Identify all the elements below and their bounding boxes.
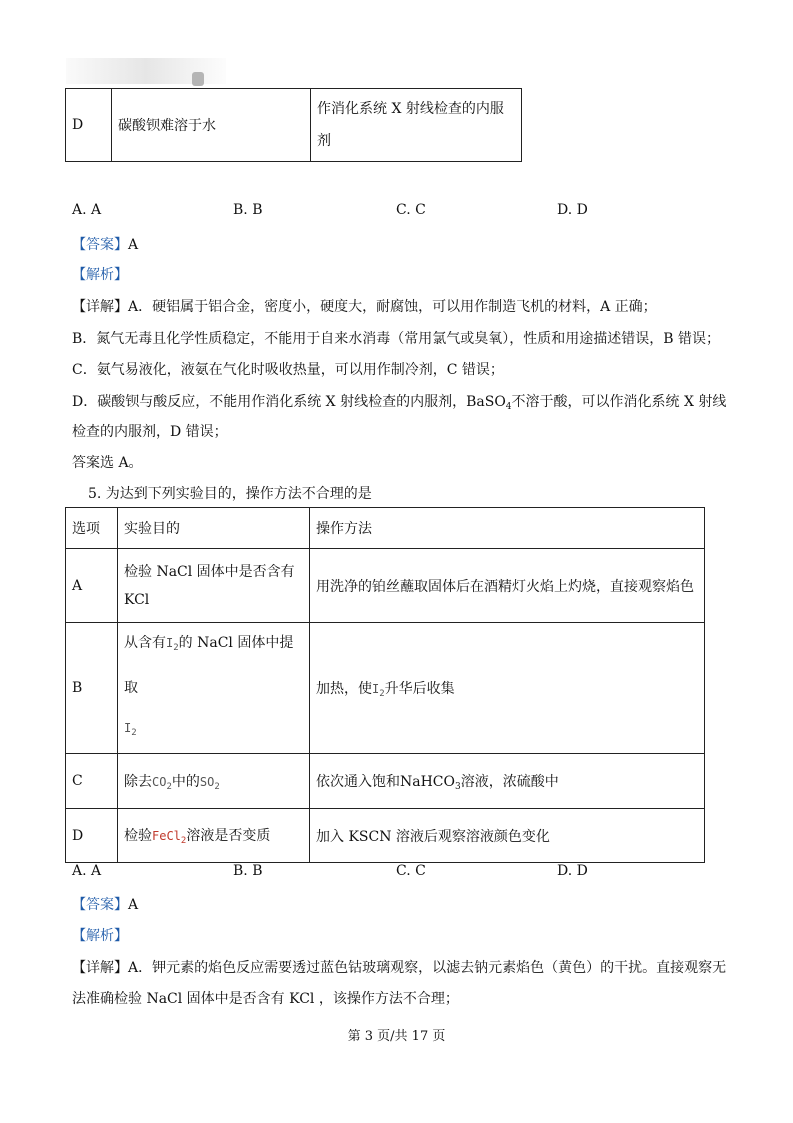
analysis-label: 【解析】: [72, 267, 128, 283]
table-row: [66, 809, 705, 863]
row-method: 用洗净的铂丝蘸取固体后在酒精灯火焰上灼烧，直接观察焰色: [310, 549, 705, 623]
row-id: A: [66, 549, 118, 623]
previous-question-table: [65, 88, 522, 162]
q4-option-c: C. C: [396, 202, 426, 218]
q5-analysis-label: [72, 925, 128, 945]
cell-use-line2: 剂: [317, 133, 331, 149]
header-method: 操作方法: [310, 508, 705, 549]
answer-label: 【答案】: [72, 897, 128, 913]
q4-conclusion: 答案选 A。: [72, 455, 143, 471]
q4-line-b: B．氮气无毒且化学性质稳定，不能用于自来水消毒（常用氯气或臭氧），性质和用途描述错误，B 错误；: [72, 331, 721, 347]
scan-mark: [192, 72, 204, 86]
row-id: D: [66, 89, 112, 162]
answer-label: 【答案】: [72, 237, 128, 253]
q5-option-b: B. B: [233, 863, 263, 879]
q5-answer: [72, 894, 138, 914]
page-footer: 第 3 页/共 17 页: [347, 1029, 446, 1044]
q5-title: 5. 为达到下列实验目的，操作方法不合理的是: [88, 486, 372, 502]
formula-fecl2: FeCl$_2$: [152, 829, 187, 846]
experiment-table: [65, 507, 705, 863]
row-id: B: [66, 623, 118, 754]
analysis-label: 【解析】: [72, 928, 128, 944]
formula-i2: $I_2$: [372, 681, 385, 699]
cell-use: [311, 89, 522, 162]
q4-line-c: C．氨气易液化，液氨在气化时吸收热量，可以用作制冷剂，C 错误；: [72, 362, 504, 378]
table-row: [66, 754, 705, 809]
q4-option-d: D. D: [557, 202, 588, 218]
q4-line-a: [72, 296, 657, 316]
formula-so2: $SO_2$: [199, 774, 220, 792]
table-header-row: [66, 508, 705, 549]
answer-value: A: [128, 237, 139, 253]
formula-baso4: BaSO$_4$: [466, 394, 512, 412]
table-row: [66, 89, 522, 162]
formula-i2: $I_2$: [124, 721, 137, 738]
formula-nahco3: NaHCO$_3$: [400, 773, 461, 792]
detail-label: 【详解】: [72, 299, 128, 315]
formula-i2: $I_2$: [166, 636, 179, 653]
table-row: [66, 549, 705, 623]
row-purpose: 除去$CO_2$中的$SO_2$: [118, 754, 310, 809]
q5-line-a-cont: 法准确检验 NaCl 固体中是否含有 KCl ，该操作方法不合理；: [72, 991, 459, 1007]
q4-option-b: B. B: [233, 202, 263, 218]
formula-co2: $CO_2$: [152, 774, 172, 792]
row-id: D: [66, 809, 118, 863]
q4-analysis-label: [72, 264, 128, 284]
row-purpose: 检验FeCl$_2$溶液是否变质: [118, 809, 310, 863]
q5-line-a: [72, 957, 726, 977]
header-purpose: 实验目的: [118, 508, 310, 549]
table-row: [66, 623, 705, 754]
row-purpose: 检验 NaCl 固体中是否含有 KCl: [118, 549, 310, 623]
detail-label: 【详解】: [72, 960, 128, 976]
row-method: 依次通入饱和NaHCO$_3$溶液，浓硫酸中: [310, 754, 705, 809]
row-method: 加热，使$I_2$升华后收集: [310, 623, 705, 754]
header-option: 选项: [66, 508, 118, 549]
q5-text-a: A．钾元素的焰色反应需要透过蓝色钴玻璃观察，以滤去钠元素焰色（黄色）的干扰。直接观察无: [128, 960, 727, 976]
row-method: 加入 KSCN 溶液后观察溶液颜色变化: [310, 809, 705, 863]
q4-text-d1: D．碳酸钡与酸反应，不能用作消化系统 X 射线检查的内服剂，: [72, 394, 467, 410]
q4-option-a: A. A: [72, 202, 102, 218]
q4-line-d-cont: 检查的内服剂，D 错误；: [72, 424, 228, 440]
q4-line-d: [72, 391, 726, 412]
q4-text-d2: 不溶于酸，可以作消化系统 X 射线: [511, 394, 727, 410]
cell-use-line1: 作消化系统 X 射线检查的内服: [317, 101, 504, 117]
answer-value: A: [128, 897, 139, 913]
q5-option-c: C. C: [396, 863, 426, 879]
row-purpose: 从含有$I_2$的 NaCl 固体中提取 $I_2$: [118, 623, 310, 754]
q4-text-a: A．硬铝属于铝合金，密度小，硬度大，耐腐蚀，可以用作制造飞机的材料，A 正确；: [128, 299, 657, 315]
q5-option-d: D. D: [557, 863, 588, 879]
row-id: C: [66, 754, 118, 809]
q4-answer: [72, 234, 138, 254]
cell-property: 碳酸钡难溶于水: [112, 89, 311, 162]
q5-option-a: A. A: [72, 863, 102, 879]
